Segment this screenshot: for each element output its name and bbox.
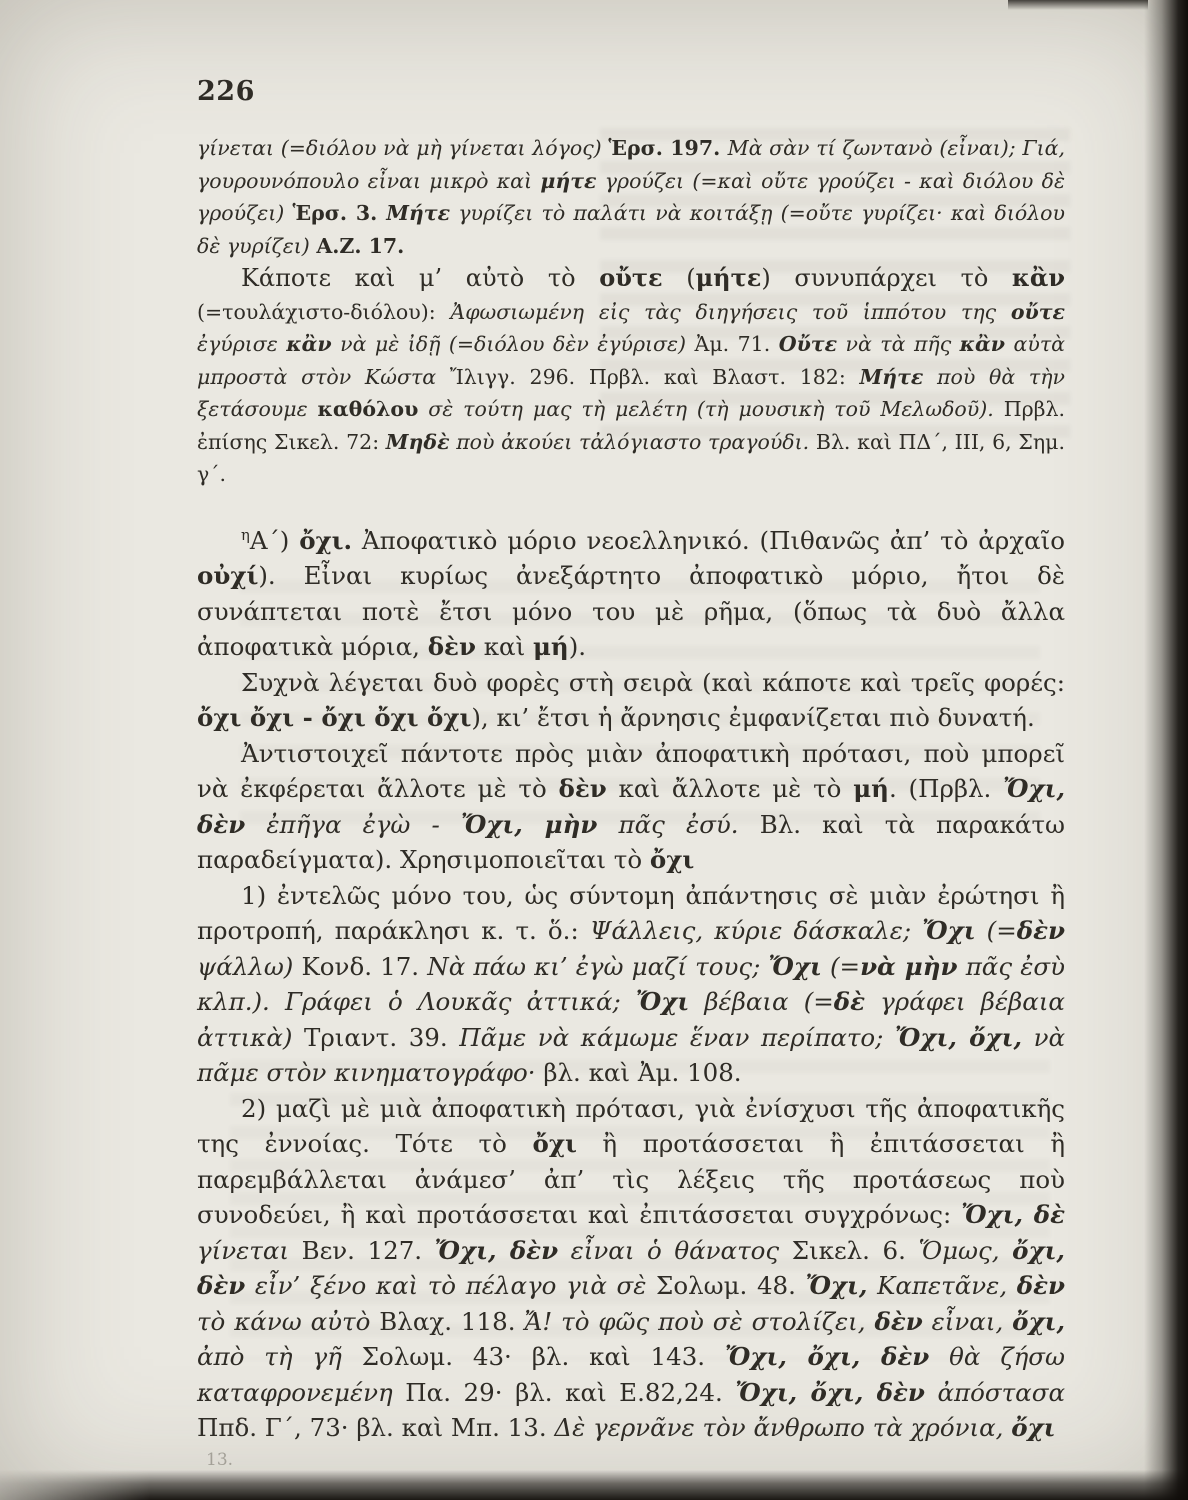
paragraph-usage-1 — [197, 878, 1065, 1091]
text-segment: εἶν’ ξένο καὶ τὸ πέλαγο γιὰ σὲ — [245, 1271, 657, 1300]
paragraph-oute-kan — [197, 262, 1065, 491]
text-segment: Μηδὲ — [385, 429, 450, 454]
text-segment: Ἄ! τὸ φῶς ποὺ σὲ στολίζει, — [524, 1306, 875, 1336]
text-segment: Σικελ. 6. — [791, 1235, 919, 1265]
text-segment: ἐπῆγα ἐγὼ - — [245, 809, 461, 839]
text-segment: Ὄχι, δὲν — [434, 1235, 559, 1265]
text-segment: Ππδ. Γ΄, 73· βλ. καὶ Μπ. 13. — [197, 1413, 555, 1442]
text-segment: Πα. 29· βλ. καὶ Ε.82,24. — [405, 1377, 736, 1407]
text-segment: . (Πρβλ. — [888, 774, 1004, 803]
text-segment: Πρβλ. ἐπίσης Σικελ. 72: — [197, 397, 1065, 454]
text-segment: τὸ κάνω αὐτὸ — [197, 1306, 380, 1336]
text-segment: Ὄχι — [635, 987, 690, 1016]
scan-edge-right — [1144, 0, 1188, 1500]
text-segment: Ὄχι, δὲν — [197, 774, 1065, 839]
text-segment: Βλαχ. 118. — [379, 1306, 525, 1336]
paragraph-repetition — [197, 665, 1065, 736]
text-segment: Ψάλλεις, κύριε δάσκαλε; — [589, 916, 923, 945]
text-segment: Ἀμ. 71. — [694, 332, 779, 356]
text-segment: 1) ἐντελῶς μόνο του, ὡς σύντομη ἀπάντησις σὲ μιὰν ἐρώτησι ἢ προτροπή, παράκλησι κ. τ. ὅ.: — [197, 880, 1065, 945]
text-segment: Καπετᾶνε, — [867, 1271, 1017, 1300]
text-segment: η — [241, 526, 250, 544]
text-segment: μή — [533, 632, 569, 661]
text-segment: οὔτε — [599, 263, 663, 292]
text-segment: μήτε — [540, 168, 597, 193]
page-number: 226 — [197, 76, 255, 107]
text-segment: Ὄχι, ὄχι, δὲν — [725, 1342, 930, 1371]
text-segment: θὰ ζήσω καταφρονεμένη — [197, 1342, 1066, 1407]
text-segment: ὄχι, — [1012, 1306, 1065, 1336]
paragraph-correspondence — [197, 736, 1065, 878]
text-segment: καὶ ἄλλοτε μὲ τὸ — [606, 774, 854, 803]
text-segment: αὐτὰ μπροστὰ στὸν Κώστα — [197, 332, 1066, 389]
text-segment: Κάποτε καὶ μ’ αὐτὸ τὸ — [241, 264, 600, 292]
text-segment: οὔτε — [1010, 299, 1065, 324]
text-segment: Τριαντ. 39. — [304, 1022, 460, 1052]
text-segment: Βεν. 127. — [301, 1235, 435, 1265]
text-segment: Α.Ζ. 17. — [316, 233, 405, 258]
text-segment: γράφει βέβαια ἀττικὰ) — [197, 987, 1065, 1052]
text-segment: Βλ. καὶ ΠΔ΄, ΙΙΙ, 6, Σημ. γ΄. — [197, 429, 1065, 486]
text-segment: γίνεται — [197, 1235, 302, 1265]
text-segment: δὲν — [427, 632, 476, 661]
text-segment: ὄχι — [649, 845, 695, 874]
text-segment: οὐχί — [197, 561, 259, 590]
text-segment: νὰ τὰ πῆς — [837, 332, 960, 356]
text-segment: βέβαια (= — [689, 987, 834, 1016]
text-segment: 2) μαζὶ μὲ μιὰ ἀποφατικὴ πρότασι, γιὰ ἐνίσχυσι τῆς ἀποφατικῆς της ἐννοίας. Τότε τὸ — [197, 1093, 1065, 1158]
text-segment: κἂν — [286, 332, 332, 356]
text-segment: γίνεται (=διόλου νὰ μὴ γίνεται λόγος) — [197, 136, 609, 160]
text-segment: ποὺ θὰ τὴν ξετάσουμε — [197, 364, 1065, 421]
text-segment: πᾶς ἐσύ. — [597, 809, 760, 839]
text-segment: (= — [821, 951, 861, 981]
text-segment: ὄχι, δὲν — [197, 1235, 1065, 1300]
text-segment: δὲν — [1016, 1271, 1065, 1300]
text-segment: Κονδ. 17. — [301, 951, 428, 981]
text-segment: βλ. καὶ Ἀμ. 108. — [543, 1058, 742, 1087]
text-segment: ( — [662, 264, 696, 292]
text-segment: (=τουλάχιστο-διόλου): — [197, 299, 451, 324]
text-segment: Μήτε — [859, 364, 924, 389]
text-segment: καὶ — [475, 632, 533, 661]
text-segment: Ἀφωσιωμένη εἰς τὰς διηγήσεις τοῦ ἱππότου της — [450, 299, 1011, 324]
text-segment: δὲν — [874, 1306, 923, 1336]
text-segment: σὲ τούτη μας τὴ μελέτη (τὴ μουσικὴ τοῦ Μελωδοῦ). — [418, 397, 1004, 421]
text-segment: ) συνυπάρχει τὸ — [761, 264, 1012, 292]
text-segment: Ὄχι, ὄχι, — [895, 1022, 1022, 1052]
paragraph-entry-ochi — [197, 523, 1065, 665]
text-segment: ). Εἶναι κυρίως ἀνεξάρτητο ἀποφατικὸ μόριο, ἤτοι δὲ συνάπτεται ποτὲ ἔτσι μόνο του μὲ ρῆμα, (ὅπως τὰ δυὸ ἄλλα ἀποφατικὰ μόρια, — [197, 561, 1065, 661]
text-segment: Ἑρσ. 197. — [608, 136, 728, 160]
text-segment: Ὄχι, — [805, 1271, 868, 1300]
text-segment: κἂν — [1011, 263, 1066, 292]
text-segment: εἶναι ὁ θάνατος — [558, 1235, 792, 1265]
text-segment: ὄχι. — [299, 525, 353, 555]
text-segment: Οὔτε — [778, 332, 838, 356]
text-segment: δὲν — [1016, 916, 1066, 945]
text-segment: Μὰ σὰν τί ζωντανὸ (εἶναι); Γιά, γουρουνόπουλο εἶναι μικρὸ καὶ — [197, 136, 1066, 193]
text-segment: πᾶς ἐσὺ κλπ.). — [197, 951, 1065, 1016]
text-segment: (= — [975, 916, 1017, 945]
text-segment: Ἀντιστοιχεῖ πάντοτε πρὸς μιὰν ἀποφατικὴ πρότασι, ποὺ μπορεῖ νὰ ἐκφέρεται ἄλλοτε μὲ τὸ — [197, 738, 1065, 803]
text-segment: Νὰ πάω κι’ ἐγὼ μαζί τους; — [427, 951, 769, 981]
text-segment: νὰ μὴν — [860, 951, 958, 981]
text-segment: μή — [853, 774, 889, 803]
text-segment: Ὄχι, ὄχι, δὲν — [735, 1377, 925, 1407]
text-segment: καθόλου — [317, 397, 419, 421]
text-segment: ὄχι — [1011, 1413, 1056, 1442]
scan-corner-top-right — [1008, 0, 1148, 10]
text-block — [197, 132, 1065, 1446]
text-segment: Σολωμ. 48. — [656, 1271, 806, 1300]
text-segment: γυρίζει τὸ παλάτι νὰ κοιτάξῃ (=οὔτε γυρίζει· καὶ διόλου δὲ γυρίζει) — [197, 201, 1065, 258]
text-segment: δὲν — [558, 774, 607, 803]
signature-mark: 13. — [206, 1450, 234, 1470]
text-segment: Ὄχι, μὴν — [460, 809, 598, 839]
text-segment: Ὅμως, — [918, 1235, 1013, 1265]
text-segment: Ἴλιγγ. 296. — [449, 364, 589, 389]
text-segment: Μήτε — [386, 201, 451, 225]
text-segment: Δὲ γερνᾶνε τὸν ἄνθρωπο τὰ χρόνια, — [554, 1413, 1012, 1442]
text-segment: Ἑρσ. 3. — [292, 201, 387, 225]
text-segment: Ὄχι, δὲ — [961, 1200, 1065, 1229]
text-segment: Α΄) — [249, 525, 300, 555]
text-segment: ). — [568, 632, 587, 661]
paragraph-continuation — [197, 132, 1065, 262]
text-segment: Σολωμ. 43· βλ. καὶ 143. — [361, 1342, 725, 1371]
text-segment: νὰ πᾶμε στὸν κινηματογράφο· — [197, 1022, 1066, 1087]
text-segment: μήτε — [695, 263, 762, 292]
text-segment: Βλ. καὶ τὰ παρακάτω παραδείγματα). Χρησιμοποιεῖται τὸ — [197, 809, 1065, 874]
text-segment: Πᾶμε νὰ κάμωμε ἕναν περίπατο; — [459, 1022, 895, 1052]
text-segment: γρούζει (=καὶ οὔτε γρούζει - καὶ διόλου δὲ γρούζει) — [197, 168, 1065, 225]
text-segment: ἢ προτάσσεται ἢ ἐπιτάσσεται ἢ παρεμβάλλεται ἀνάμεσ’ ἀπ’ τὶς λέξεις τῆς προτάσεως ποὺ συνοδεύει, ἢ καὶ προτάσσεται καὶ ἐπιτάσσεται συγχρόνως: — [197, 1129, 1065, 1229]
text-segment: ἀπὸ τὴ γῆ — [197, 1342, 362, 1371]
text-segment: ), κι’ ἔτσι ἡ ἄρνησις ἐμφανίζεται πιὸ δυνατή. — [471, 703, 1035, 732]
text-segment: δὲ — [833, 987, 866, 1016]
text-segment: ἐγύρισε — [197, 332, 287, 356]
text-segment: ψάλλω) — [197, 951, 302, 981]
text-segment: Ὄχι — [922, 916, 976, 945]
text-segment: ὄχι ὄχι - ὄχι ὄχι ὄχι — [197, 703, 472, 732]
text-segment: ποὺ ἀκούει τἀλόγιαστο τραγούδι. — [449, 429, 816, 454]
text-segment: Συχνὰ λέγεται δυὸ φορὲς στὴ σειρὰ (καὶ κάποτε καὶ τρεῖς φορές: — [241, 667, 1065, 697]
text-segment: Πρβλ. καὶ Βλαστ. 182: — [588, 364, 860, 389]
text-segment: Ἀποφατικὸ μόριο νεοελληνικό. (Πιθανῶς ἀπ’ τὸ ἀρχαῖο — [352, 525, 1065, 555]
scan-edge-bottom — [0, 1470, 1188, 1500]
text-segment: ὄχι — [532, 1129, 577, 1158]
paragraph-usage-2 — [197, 1091, 1065, 1446]
text-segment: Γράφει ὁ Λουκᾶς ἀττικά; — [284, 987, 636, 1016]
text-segment: ἀπόστασα — [924, 1377, 1065, 1407]
text-segment: κἂν — [959, 332, 1006, 356]
text-segment: εἶναι, — [922, 1306, 1013, 1336]
text-segment: νὰ μὲ ἰδῇ (=διόλου δὲν ἐγύρισε) — [331, 332, 695, 356]
text-segment: Ὄχι — [768, 951, 822, 981]
